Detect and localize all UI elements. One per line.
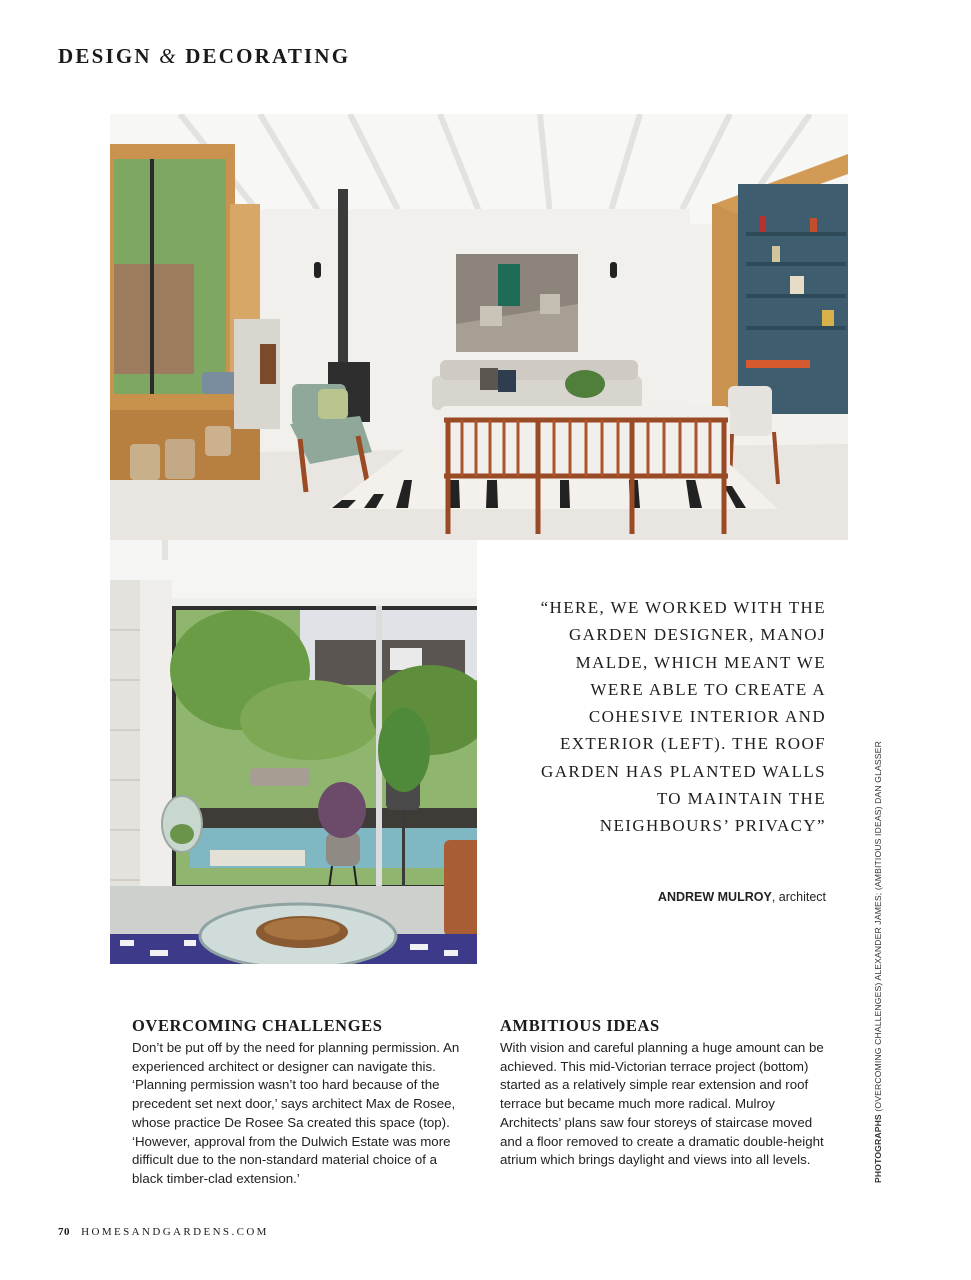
- article-body: With vision and careful planning a huge amount can be achieved. This mid-Victorian terrace project (bottom) started as a relatively simple rear extension and roof terrace but became much more radical. Mulroy Architects’ plans saw four storeys of staircase moved and a floor removed to create a dramatic double-height atrium which brings daylight and views into all levels.: [500, 1040, 824, 1168]
- living-room-photo: [110, 114, 848, 540]
- article-overcoming-challenges: [132, 1016, 466, 1189]
- photo-credit-text: (OVERCOMING CHALLENGES) ALEXANDER JAMES; (AMBITIOUS IDEAS) DAN GLASSER: [873, 741, 883, 1115]
- section-header-left: DESIGN: [58, 44, 152, 68]
- quote-attribution: [560, 890, 826, 904]
- living-room-illustration: [110, 114, 848, 540]
- section-header: [58, 44, 350, 69]
- quote-author-role: , architect: [771, 890, 826, 904]
- quote-author: ANDREW MULROY: [657, 890, 772, 904]
- garden-view-photo: [110, 540, 477, 964]
- photo-credit: [873, 741, 883, 1183]
- pull-quote: “HERE, WE WORKED WITH THE GARDEN DESIGNER, MANOJ MALDE, WHICH MEANT WE WERE ABLE TO CREATE A COHESIVE INTERIOR AND EXTERIOR (LEFT). THE ROOF GARDEN HAS PLANTED WALLS TO MAINTAIN THE NEIGHBOURS’ PRIVACY”: [540, 598, 826, 836]
- page-footer: [58, 1226, 269, 1238]
- article-ambitious-ideas: [500, 1016, 834, 1170]
- footer-site: HOMESANDGARDENS.COM: [81, 1226, 269, 1238]
- photo-credit-label: PHOTOGRAPHS: [873, 1114, 883, 1183]
- article-body: Don’t be put off by the need for planning permission. An experienced architect or designer can navigate this. ‘Planning permission wasn’t too hard because of the precedent set next door,’ says architect Max de Rosee, whose practice De Rosee Sa created this space (top). ‘However, approval from the Dulwich Estate was more difficult due to the non-standard material choice of a black timber-clad extension.’: [132, 1040, 460, 1186]
- section-header-ampersand: &: [159, 44, 178, 68]
- garden-view-illustration: [110, 540, 477, 964]
- page-number: 70: [58, 1226, 70, 1238]
- article-heading: AMBITIOUS IDEAS: [500, 1016, 660, 1035]
- section-header-right: DECORATING: [185, 44, 351, 68]
- article-heading: OVERCOMING CHALLENGES: [132, 1016, 383, 1035]
